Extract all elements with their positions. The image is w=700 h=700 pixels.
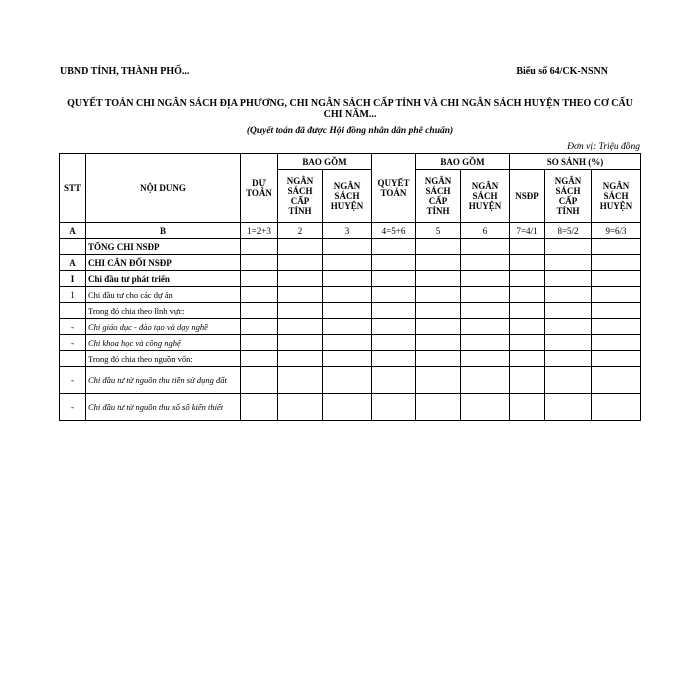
empty-cell [323,303,372,319]
header-district-budget-3: NGÂN SÁCH HUYỆN [592,170,641,223]
empty-cell [510,367,545,394]
empty-cell [592,335,641,351]
index-cell: 7=4/1 [510,223,545,239]
empty-cell [278,319,323,335]
header-district-budget-1: NGÂN SÁCH HUYỆN [323,170,372,223]
table-row [60,351,641,367]
empty-cell [372,287,416,303]
empty-cell [461,239,510,255]
row-content: Chi đầu tư phát triển [86,271,241,287]
empty-cell [461,303,510,319]
empty-cell [278,367,323,394]
empty-cell [545,239,592,255]
empty-cell [416,239,461,255]
empty-cell [592,367,641,394]
header-row-1 [60,154,641,170]
empty-cell [278,351,323,367]
empty-cell [372,394,416,421]
empty-cell [510,287,545,303]
empty-cell [241,239,278,255]
empty-cell [545,394,592,421]
index-cell: 3 [323,223,372,239]
empty-cell [461,271,510,287]
empty-cell [372,255,416,271]
empty-cell [545,367,592,394]
table-row [60,335,641,351]
empty-cell [545,335,592,351]
empty-cell [323,271,372,287]
table-row [60,303,641,319]
row-stt: - [60,367,86,394]
document-subtitle: (Quyết toán đã được Hội đồng nhân dân phê chuẩn) [246,126,454,136]
empty-cell [461,367,510,394]
empty-cell [323,239,372,255]
header-comparison: SO SÁNH (%) [510,154,641,170]
empty-cell [592,287,641,303]
index-cell: B [86,223,241,239]
empty-cell [592,319,641,335]
empty-cell [461,351,510,367]
agency-name: UBND TỈNH, THÀNH PHỐ... [60,66,190,77]
table-row [60,367,641,394]
empty-cell [323,255,372,271]
table-row [60,255,641,271]
table-row [60,239,641,255]
empty-cell [278,303,323,319]
empty-cell [241,394,278,421]
empty-cell [241,335,278,351]
row-content: Trong đó chia theo nguồn vốn: [86,351,241,367]
empty-cell [545,255,592,271]
empty-cell [323,394,372,421]
empty-cell [545,271,592,287]
row-stt: - [60,319,86,335]
empty-cell [416,319,461,335]
empty-cell [416,303,461,319]
header-provincial-budget-2: NGÂN SÁCH CẤP TỈNH [416,170,461,223]
row-content: CHI CÂN ĐỐI NSĐP [86,255,241,271]
empty-cell [323,367,372,394]
row-stt: 1 [60,287,86,303]
empty-cell [592,239,641,255]
empty-cell [372,303,416,319]
empty-cell [510,319,545,335]
empty-cell [592,271,641,287]
empty-cell [545,351,592,367]
header-provincial-budget-3: NGÂN SÁCH CẤP TỈNH [545,170,592,223]
row-stt [60,351,86,367]
header-district-budget-2: NGÂN SÁCH HUYỆN [461,170,510,223]
empty-cell [510,239,545,255]
empty-cell [372,335,416,351]
row-stt: - [60,394,86,421]
header-including-1: BAO GỒM [278,154,372,170]
empty-cell [278,335,323,351]
row-stt [60,303,86,319]
form-number: Biểu số 64/CK-NSNN [516,66,608,77]
index-cell: 6 [461,223,510,239]
empty-cell [510,255,545,271]
index-cell: 4=5+6 [372,223,416,239]
empty-cell [510,394,545,421]
empty-cell [372,271,416,287]
row-stt: I [60,271,86,287]
empty-cell [278,271,323,287]
index-cell: 1=2+3 [241,223,278,239]
empty-cell [323,335,372,351]
row-stt [60,239,86,255]
index-cell: 9=6/3 [592,223,641,239]
header-settlement: QUYẾT TOÁN [372,154,416,223]
empty-cell [416,287,461,303]
empty-cell [323,287,372,303]
empty-cell [461,319,510,335]
index-cell: 2 [278,223,323,239]
empty-cell [592,351,641,367]
empty-cell [372,319,416,335]
empty-cell [241,351,278,367]
row-content: TỔNG CHI NSĐP [86,239,241,255]
title-line-2: CHI NĂM... [323,109,377,120]
unit-label: Đơn vị: Triệu đồng [567,142,640,152]
empty-cell [241,271,278,287]
empty-cell [510,303,545,319]
table-row [60,287,641,303]
empty-cell [416,271,461,287]
index-row [60,223,641,239]
empty-cell [416,351,461,367]
header-estimate: DỰ TOÁN [241,154,278,223]
header-stt: STT [60,154,86,223]
row-stt: A [60,255,86,271]
empty-cell [592,303,641,319]
empty-cell [278,287,323,303]
table-row [60,319,641,335]
empty-cell [372,367,416,394]
index-cell: A [60,223,86,239]
empty-cell [241,303,278,319]
header-provincial-budget-1: NGÂN SÁCH CẤP TỈNH [278,170,323,223]
empty-cell [416,255,461,271]
row-content: Chi đầu tư cho các dự án [86,287,241,303]
row-content: Chi đầu tư từ nguồn thu tiền sử dụng đất [86,367,241,394]
row-stt: - [60,335,86,351]
title-line-1: QUYẾT TOÁN CHI NGÂN SÁCH ĐỊA PHƯƠNG, CHI NGÂN SÁCH CẤP TỈNH VÀ CHI NGÂN SÁCH HUYỆN THEO CƠ CẤU [67,98,633,109]
empty-cell [592,394,641,421]
empty-cell [278,239,323,255]
empty-cell [372,239,416,255]
document-title [60,98,640,120]
row-content: Trong đó chia theo lĩnh vực: [86,303,241,319]
empty-cell [241,367,278,394]
header-content: NỘI DUNG [86,154,241,223]
header-including-2: BAO GỒM [416,154,510,170]
row-content: Chi đầu tư từ nguồn thu xổ số kiến thiết [86,394,241,421]
empty-cell [461,255,510,271]
empty-cell [241,255,278,271]
empty-cell [416,367,461,394]
empty-cell [545,319,592,335]
empty-cell [592,255,641,271]
empty-cell [545,287,592,303]
empty-cell [241,287,278,303]
empty-cell [323,319,372,335]
empty-cell [510,335,545,351]
empty-cell [545,303,592,319]
empty-cell [461,394,510,421]
table-row [60,394,641,421]
empty-cell [510,271,545,287]
index-cell: 5 [416,223,461,239]
header-nsdp: NSĐP [510,170,545,223]
empty-cell [372,351,416,367]
empty-cell [323,351,372,367]
empty-cell [461,287,510,303]
empty-cell [416,335,461,351]
row-content: Chi khoa học và công nghệ [86,335,241,351]
index-cell: 8=5/2 [545,223,592,239]
empty-cell [416,394,461,421]
empty-cell [461,335,510,351]
empty-cell [241,319,278,335]
row-content: Chi giáo dục - đào tạo và dạy nghề [86,319,241,335]
empty-cell [510,351,545,367]
table-row [60,271,641,287]
empty-cell [278,394,323,421]
budget-table [59,153,641,421]
empty-cell [278,255,323,271]
